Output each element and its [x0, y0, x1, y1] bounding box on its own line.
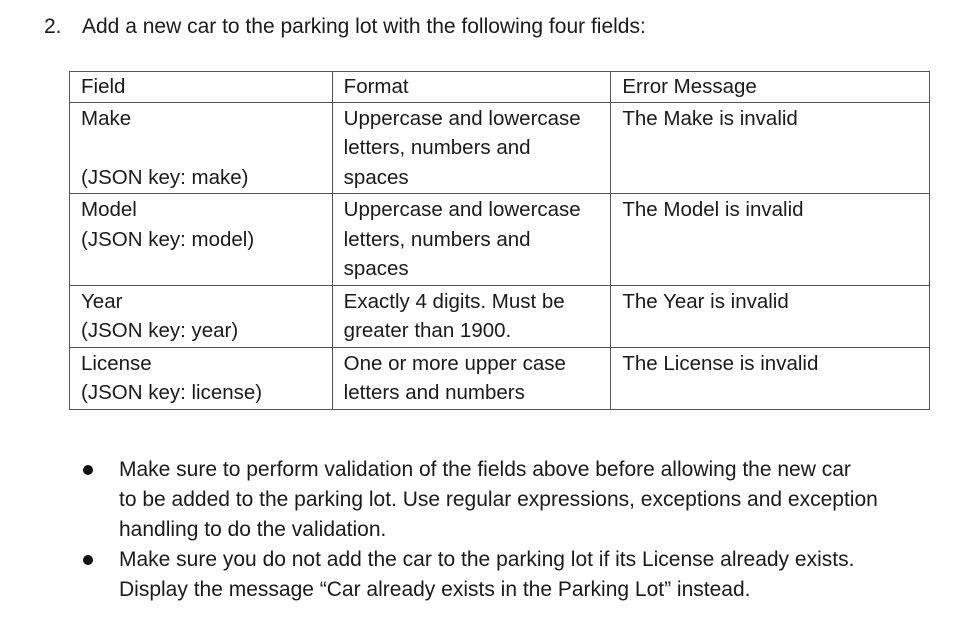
field-name: License — [81, 351, 152, 375]
field-name: Year — [81, 289, 123, 313]
format-line: letters and numbers — [343, 381, 525, 404]
list-item-line: Make sure to perform validation of the fields above before allowing the new car — [119, 458, 851, 481]
bullet-icon — [83, 465, 93, 475]
error-message-cell: The Make is invalid — [611, 102, 930, 194]
section-heading — [44, 12, 646, 42]
format-line: greater than 1900. — [343, 319, 512, 342]
list-item — [0, 545, 919, 605]
table-header-row — [70, 72, 930, 103]
column-header-field: Field — [70, 72, 333, 103]
table-row-model — [70, 194, 930, 286]
list-item-line: to be added to the parking lot. Use regular expressions, exceptions and exception — [119, 488, 878, 511]
field-name: Model — [81, 198, 137, 221]
field-cell — [70, 102, 333, 194]
bullet-icon — [83, 555, 93, 565]
format-cell — [332, 285, 611, 347]
cell-spacer — [81, 133, 322, 163]
json-key: (JSON key: make) — [81, 165, 249, 189]
section-number: 2. — [44, 15, 62, 38]
field-name: Make — [81, 106, 132, 130]
format-cell — [332, 194, 611, 286]
error-message-cell: The Year is invalid — [611, 285, 930, 347]
list-item-line: Make sure you do not add the car to the parking lot if its License already exists. — [119, 548, 855, 571]
format-line: spaces — [343, 165, 409, 189]
field-cell — [70, 347, 333, 409]
format-line: Uppercase and lowercase — [343, 198, 581, 221]
column-header-error-message: Error Message — [611, 72, 930, 103]
table-row-year — [70, 285, 930, 347]
format-line: spaces — [343, 257, 409, 280]
json-key: (JSON key: model) — [81, 227, 255, 251]
section-title: Add a new car to the parking lot with the following four fields: — [82, 15, 646, 38]
table-row-license — [70, 347, 930, 409]
format-line: Exactly 4 digits. Must be — [343, 289, 565, 313]
json-key: (JSON key: license) — [81, 381, 263, 404]
column-header-format: Format — [332, 72, 611, 103]
format-cell — [332, 102, 611, 194]
error-message-cell: The Model is invalid — [611, 194, 930, 286]
requirements-list — [0, 455, 919, 605]
format-line: One or more upper case — [343, 351, 566, 375]
format-line: letters, numbers and — [343, 136, 531, 159]
format-line: Uppercase and lowercase — [343, 106, 581, 130]
list-item-line: handling to do the validation. — [119, 518, 387, 541]
format-cell — [332, 347, 611, 409]
field-cell — [70, 194, 333, 286]
list-item-line: Display the message “Car already exists in the Parking Lot” instead. — [119, 578, 751, 601]
error-message-cell: The License is invalid — [611, 347, 930, 409]
fields-table — [69, 71, 930, 410]
format-line: letters, numbers and — [343, 227, 531, 251]
field-cell — [70, 285, 333, 347]
table-row-make — [70, 102, 930, 194]
list-item — [0, 455, 919, 545]
json-key: (JSON key: year) — [81, 319, 239, 342]
